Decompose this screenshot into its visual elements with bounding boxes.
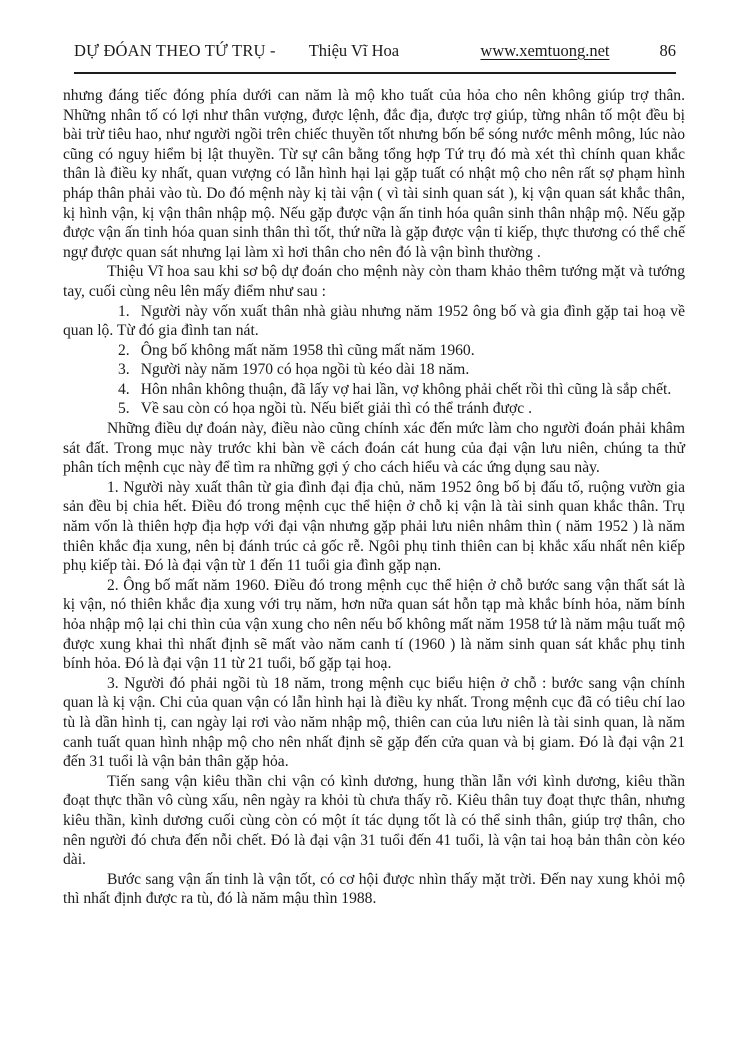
list-item-number: 5.	[118, 400, 130, 418]
list-item-text: Người này vốn xuất thân nhà giàu nhưng năm 1952 ông bố và gia đình gặp tai hoạ về quan lộ. Từ đó gia đình tan nát.	[63, 302, 685, 340]
paragraph-continuation: nhưng đáng tiếc đóng phía dưới can năm là mộ kho tuất của hỏa cho nên không giúp trợ thân. Những nhân tố có lợi như thân vượng, được lệnh, đắc địa, được trợ giúp, từng nhân tố một đều bị bài trừ tiêu hao, như người ngồi trên chiếc thuyền tốt nhưng bốn bể sóng nước mênh mông, lúc nào cũng có nguy hiểm bị lật thuyền. Từ sự cân bằng tổng hợp Tứ trụ đó mà xét thì chính quan khắc thân là điều ky nhất, quan vượng có lẫn hình hại lại gặp tuất có nhật mộ cho nên rất sợ phạm hình pháp thân phải vào tù. Do đó mệnh này kị tài vận ( vì tài sinh quan sát ), kị vận quan sát khắc thân, kị hình vận, kị vận thân nhập mộ. Nếu gặp được vận ấn tinh hóa quân sinh thân nhập mộ. Nếu gặp được vận ấn tinh hóa quan sinh thân thì tốt, thứ nữa là gặp được vận tỉ kiếp, thực thương có thể chế ngự được quan sát nhưng lại làm xì hơi thân cho nên đó là vận bình thường .	[63, 86, 685, 261]
website-url: www.xemtuong.net	[480, 41, 610, 60]
list-item-2	[63, 341, 685, 361]
paragraph-analysis-4: Tiến sang vận kiêu thần chi vận có kình dương, hung thần lẫn với kình dương, kiêu thần đoạt thực thần vô cùng xấu, nên ngày ra khỏi tù chưa thấy rõ. Kiêu thân tuy đoạt thực thân, nhưng kiêu thần, kình dương cuối cùng còn có một ít tác dụng tốt là có thể sinh thân, giúp trợ thân, cho nên người đó chưa đến nỗi chết. Đó là đại vận 31 tuổi đến 41 tuổi, là vận tai hoạ bản thân còn kéo dài.	[63, 772, 685, 869]
list-item-number: 1.	[118, 302, 130, 320]
list-item-number: 2.	[118, 341, 130, 359]
page-body	[63, 86, 685, 909]
list-item-5	[63, 399, 685, 419]
page-header	[74, 42, 676, 74]
list-item-3	[63, 360, 685, 380]
list-item-1	[63, 302, 685, 341]
paragraph-intro-points: Thiệu Vĩ hoa sau khi sơ bộ dự đoán cho mệnh này còn tham khảo thêm tướng mặt và tướng tay, cuối cùng nêu lên mấy điểm như sau :	[63, 263, 685, 300]
list-item-text: Hôn nhân không thuận, đã lấy vợ hai lần, vợ không phải chết rồi thì cũng là sắp chết.	[140, 380, 672, 398]
paragraph-analysis-1: 1. Người này xuất thân từ gia đình đại địa chủ, năm 1952 ông bố bị đấu tố, ruộng vườn gia sản đều bị chia hết. Điều đó trong mệnh cục thể hiện ở chỗ kị vận là tài sinh quan khắc thân. Trụ năm vốn là thiên hợp địa hợp với đại vận nhưng gặp phải lưu niên nhâm thìn ( năm 1952 ) là năm thiên khắc địa xung, nên bị đánh trúc cả gốc rễ. Ngôi phụ tinh thiên can bị khắc xấu nhất nên kiếp phụ kiếp tài. Đó là đại vận từ 1 đến 11 tuổi gia đình gặp nạn.	[63, 478, 685, 575]
list-item-text: Về sau còn có họa ngồi tù. Nếu biết giải thì có thể tránh được .	[140, 400, 532, 418]
paragraph-commentary: Những điều dự đoán này, điều nào cũng chính xác đến mức làm cho người đoán phải khâm sát đất. Trong mục này trước khi bàn về cách đoán cát hung của đại vận lưu niên, chúng ta thử phân tích mệnh cục này để tìm ra những gợi ý cho cách hiểu và các ứng dụng sau này.	[63, 420, 685, 477]
book-title: DỰ ĐÓAN THEO TỨ TRỤ -	[74, 41, 276, 60]
page-number: 86	[659, 41, 676, 60]
list-item-number: 4.	[118, 380, 130, 398]
paragraph-closing: Bước sang vận ấn tinh là vận tốt, có cơ hội được nhìn thấy mặt trời. Đến nay xung khỏi mộ thì nhất định được ra tù, đó là năm mậu thìn 1988.	[63, 870, 685, 908]
list-item-number: 3.	[118, 361, 130, 379]
paragraph-analysis-2: 2. Ông bố mất năm 1960. Điều đó trong mệnh cục thể hiện ở chỗ bước sang vận thất sát là kị vận, nó thiên khắc địa xung với trụ năm, hơn nữa quan sát hỗn tạp mà khắc bính hỏa, năm bính hỏa nhập mộ lại chi thìn của vận xung cho nên nếu bố không mất năm 1958 tứ là năm mậu tuất mộ được xung khai thì nhất định sẽ mất vào năm canh tí (1960 ) là năm sinh quan sát khắc phụ tinh bính hỏa. Đó là đại vận 11 từ 21 tuổi, bố gặp tại hoạ.	[63, 576, 685, 673]
list-item-4	[63, 380, 685, 400]
paragraph-analysis-3: 3. Người đó phải ngồi tù 18 năm, trong mệnh cục biểu hiện ở chỗ : bước sang vận chính quan là kị vận. Chi của quan vận có lẫn hình hại là điều ky nhất. Trong mệnh cục đã có tiêu chí lao tù là dần hình tị, can ngày lại rơi vào năm nhập mộ, thiên can của lưu niên là tài sinh quan, là năm canh tuất quan hình nhập mộ cho nên nhất định sẽ gặp đến cửa quan và bị giam. Đó là đại vận 21 đến 31 tuổi là vận bản thân gặp hỏa.	[63, 674, 685, 771]
author-name: Thiệu Vĩ Hoa	[308, 41, 400, 60]
list-item-text: Người này năm 1970 có họa ngồi tù kéo dài 18 năm.	[140, 361, 470, 379]
list-item-text: Ông bố không mất năm 1958 thì cũng mất năm 1960.	[140, 341, 475, 359]
